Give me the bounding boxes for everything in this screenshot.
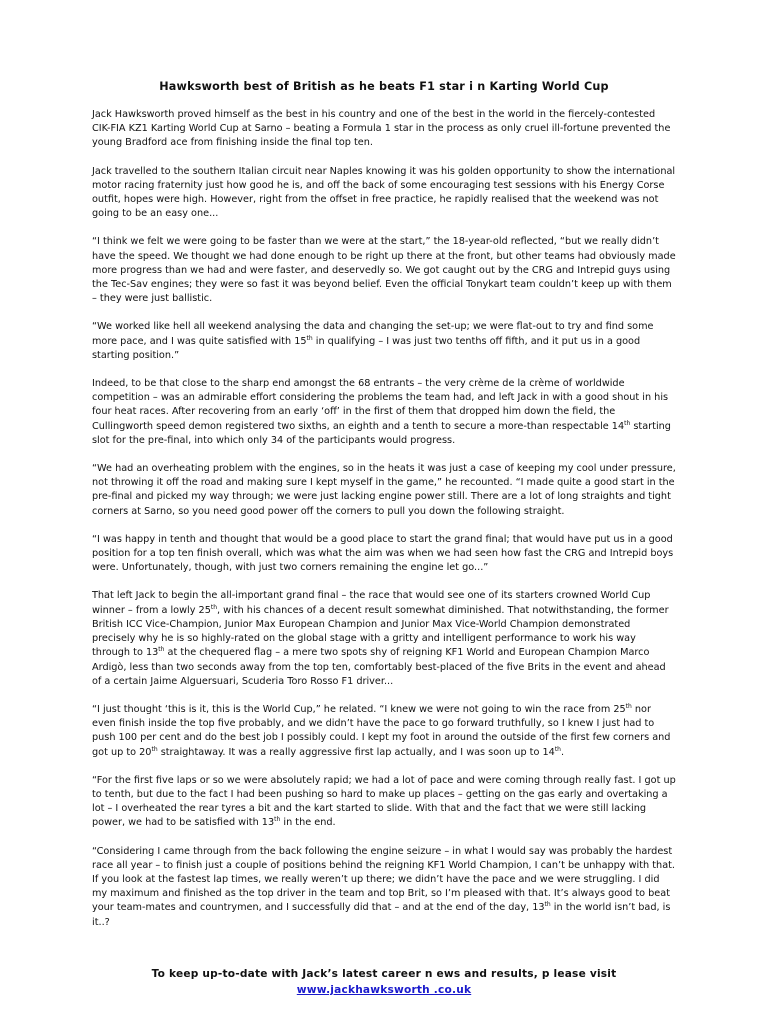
article-paragraph [92,703,676,760]
article-paragraph [92,320,676,363]
paragraph-text: in qualifying – I was just two tenths off fifth, and it put us in a good starting position.” [92,335,641,361]
ordinal-suffix: th [210,603,218,611]
footer [92,966,676,998]
paragraph-text: “I think we felt we were going to be faster than we were at the start,” the 18-year-old reflected, “but we really didn’t have the speed. We thought we had done enough to be right up there at the front, but other teams had obviously made more progress than we had and were faster, and deservedly so. We got caught out by the CRG and Intrepid guys using the Tec-Sav engines; they were so fast it was beyond belief. Even the official Tonykart team couldn’t keep up with them – they were just ballistic. [92,236,676,305]
paragraph-text: Jack Hawksworth proved himself as the best in his country and one of the best in the world in the fiercely-contested CIK-FIA KZ1 Karting World Cup at Sarno – beating a Formula 1 star in the process as only cruel ill-fortune prevented the young Bradford ace from finishing inside the final top ten. [92,109,671,149]
paragraph-text: “We worked like hell all weekend analysing the data and changing the set-up; we were flat-out to try and find some more pace, and I was quite satisfied with 15 [92,321,654,347]
article-paragraph [92,589,676,688]
article-title: Hawksworth best of British as he beats F1 star i n Karting World Cup [159,80,609,93]
article-paragraph [92,462,676,519]
paragraph-text: Jack travelled to the southern Italian circuit near Naples knowing it was his golden opportunity to show the international motor racing fraternity just how good he is, and off the back of some encouraging test sessions with his Energy Corse outfit, hopes were high. However, right from the offset in free practice, he rapidly realised that the weekend was not going to be an easy one... [92,165,676,220]
article-body [92,108,768,930]
article-paragraph [92,165,676,222]
article-paragraph [92,774,676,831]
ordinal-suffix: th [306,334,313,342]
paragraph-text: “I just thought ‘this is it, this is the World Cup,” he related. “I knew we were not going to win the race from 25 [92,703,626,715]
paragraph-text: “I was happy in tenth and thought that would be a good place to start the grand final; that would have put us in a good position for a top ten finish overall, which was what the aim was when we had seen how fast the CRG and Intrepid boys were. Unfortunately, though, with just two corners remaining the engine let go...” [92,533,674,574]
paragraph-text: . [560,746,565,758]
article-paragraph [92,533,676,576]
paragraph-text: Indeed, to be that close to the sharp end amongst the 68 entrants – the very crème de la crème of worldwide competition – was an admirable effort considering the problems the team had, and left Jack in with a good shout in his four heat races. After recovering from an early ‘off’ in the first of them that dropped him down the field, the Cullingworth speed demon registered two sixths, an eighth and a tenth to secure a more-than respectable 14 [92,378,669,432]
website-link[interactable]: www.jackhawksworth .co.uk [296,984,472,996]
article-paragraph [92,108,676,151]
ordinal-suffix: th [554,745,561,753]
ordinal-suffix: th [158,646,165,654]
ordinal-suffix: th [624,419,631,427]
paragraph-text: “Considering I came through from the back following the engine seizure – in what I would say was probably the hardest race all year – to finish just a couple of positions behind the reigning KF1 World Champion, I can’t be unhappy with that. If you look at the fastest lap times, we really weren’t up there; we didn’t have the pace and we were struggling. I did my maximum and finished as the top driver in the team and top Brit, so I’m pleased with that. It’s always good to beat your team-mates and countrymen, and I successfully did that – and at the end of the day, 13 [92,845,676,914]
paragraph-text: straightaway. It was a really aggressive first lap actually, and I was soon up to 14 [157,746,555,758]
paragraph-text: “We had an overheating problem with the engines, so in the heats it was just a case of keeping my cool under pressure, not throwing it off the road and making sure I kept myself in the game,” he recounted. “I made quite a good start in the pre-final and picked my way through; we were just lacking engine power still. There are a lot of long straights and tight corners at Sarno, so you need good power off the corners to pull you down the following straight. [92,463,676,517]
ordinal-suffix: th [625,702,632,710]
footer-text: To keep up-to-date with Jack’s latest career n ews and results, p lease visit [151,968,617,980]
article-paragraph [92,845,676,930]
ordinal-suffix: th [544,901,551,909]
paragraph-text: starting slot for the pre-final, into which only 34 of the participants would progress. [92,420,671,446]
paragraph-text: in the world isn’t bad, is it..? [92,902,671,928]
paragraph-text: That left Jack to begin the all-important grand final – the race that would see one of its starters crowned World Cup winner – from a lowly 25 [92,590,651,616]
paragraph-text: in the end. [280,817,336,829]
article-paragraph [92,377,676,448]
paragraph-text: at the chequered flag – a mere two spots shy of reigning KF1 World and European Champion Marco Ardigò, less than two seconds away from the top ten, comfortably best-placed of the five Brits in the event and ahead of a certain Jaime Alguersuari, Scuderia Toro Rosso F1 driver... [92,647,666,687]
ordinal-suffix: th [274,816,281,824]
article-paragraph [92,235,676,306]
paragraph-text: nor even finish inside the top five probably, and we didn’t have the pace to go forward truthfully, so I knew I just had to push 100 per cent and do the best job I possibly could. I kept my foot in around the outside of the first few corners and got up to 20 [92,703,671,758]
ordinal-suffix: th [151,745,158,753]
paragraph-text: , with his chances of a decent result somewhat diminished. That notwithstanding, the former British ICC Vice-Champion, Junior Max European Champion and Junior Max Vice-World Champion demonstrated precisely why he is so highly-rated on the global stage with a gritty and intelligent performance to work his way through to 13 [92,604,669,659]
paragraph-text: “For the first five laps or so we were absolutely rapid; we had a lot of pace and were coming through really fast. I got up to tenth, but due to the fact I had been pushing so hard to make up places – getting on the gas early and overtaking a lot – I overheated the rear tyres a bit and the kart started to slide. With that and the fact that we were still lacking power, we had to be satisfied with 13 [92,774,676,829]
